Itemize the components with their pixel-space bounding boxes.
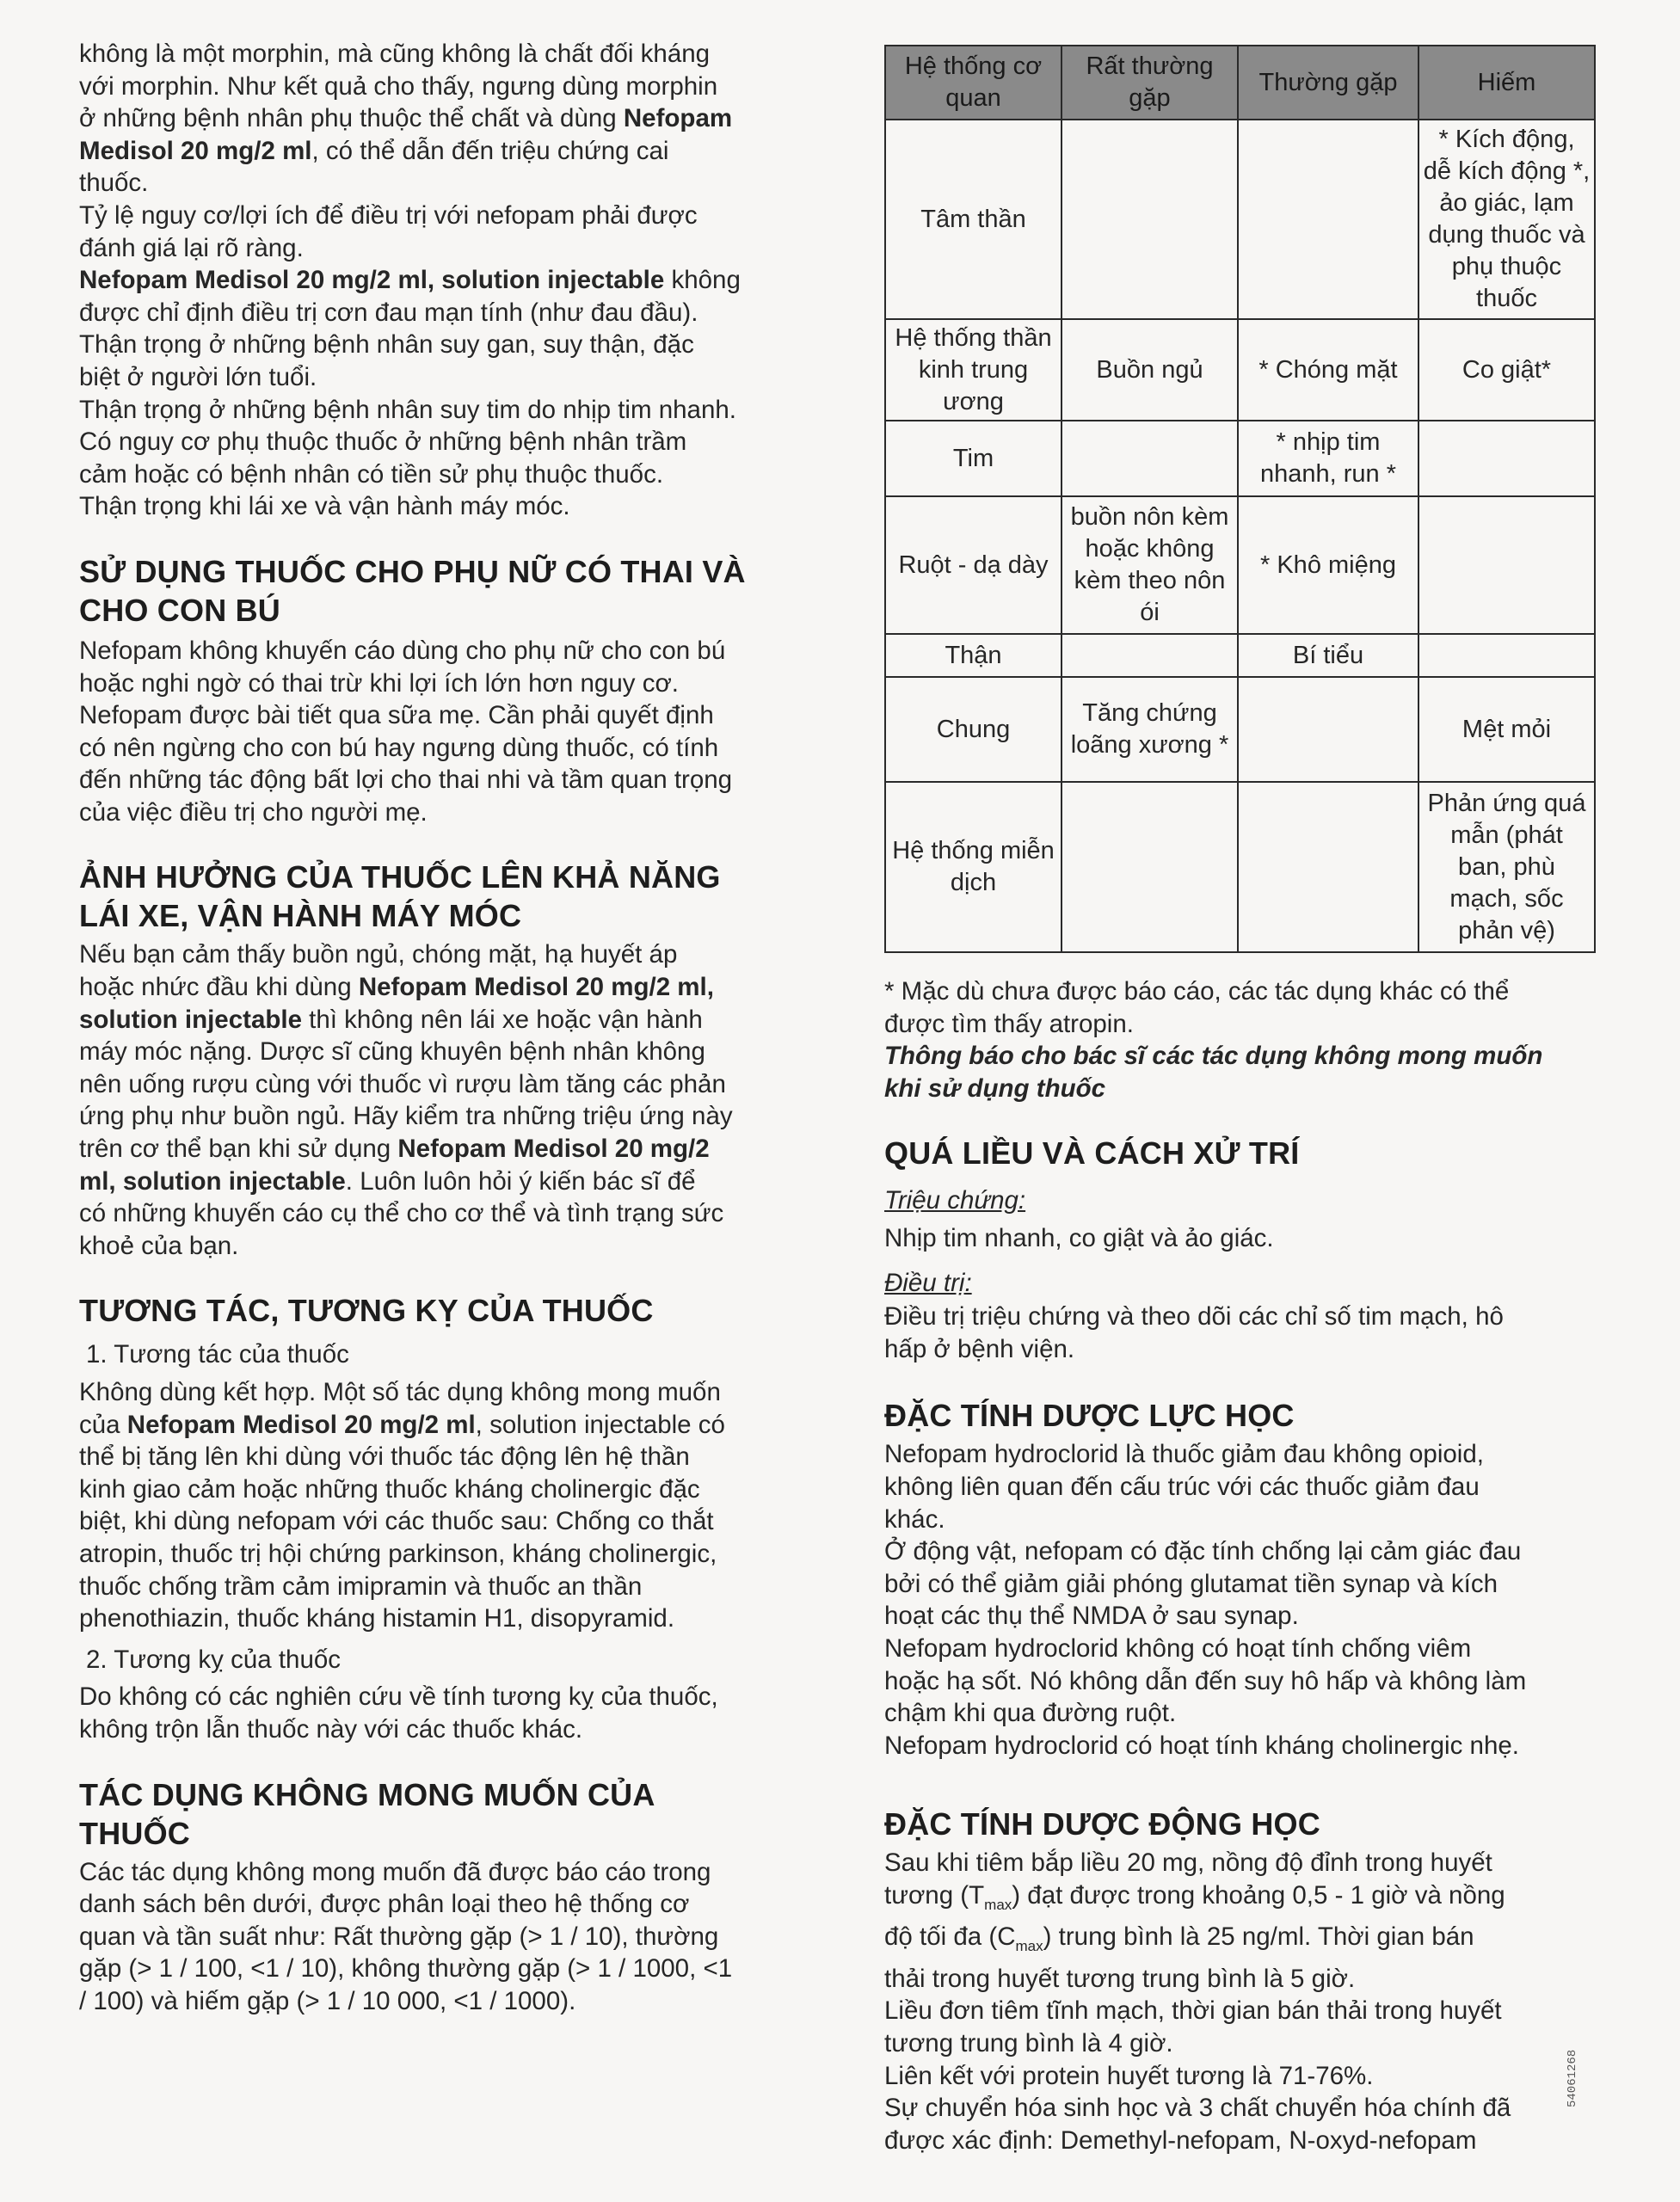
text-line: chậm khi qua đường ruột. — [884, 1699, 1177, 1728]
text-line: nên uống rượu cùng với thuốc vì rượu làm tăng các phản — [79, 1069, 726, 1098]
text-line: biệt ở người lớn tuổi. — [79, 362, 317, 391]
text-line: hoặc nghi ngờ có thai trừ khi lợi ích lớn hơn nguy cơ. — [79, 668, 679, 698]
subscript: max — [984, 1896, 1012, 1913]
product-name: Medisol 20 mg/2 ml — [79, 136, 312, 165]
product-name: Nefopam Medisol 20 mg/2 ml, solution injectable — [79, 266, 665, 295]
text-line: đến những tác động bất lợi cho thai nhi và tầm quan trọng — [79, 766, 733, 795]
text-span: trên cơ thể bạn khi sử dụng — [79, 1135, 398, 1164]
text-span: , có thể dẫn đến triệu chứng cai — [311, 136, 669, 165]
section-heading: TƯƠNG TÁC, TƯƠNG KỴ CỦA THUỐC — [79, 1293, 654, 1329]
text-line — [79, 1409, 800, 1442]
table-cell: Tăng chứng loãng xương * — [1062, 677, 1238, 782]
text-span: ) đạt được trong khoảng 0,5 - 1 giờ và nồng — [1012, 1880, 1505, 1910]
table-cell: Buồn ngủ — [1062, 319, 1238, 421]
table-header-cell: Thường gặp — [1238, 46, 1418, 120]
table-cell: * Kích động, dễ kích động *, ảo giác, lạm dụng thuốc và phụ thuộc thuốc — [1418, 120, 1595, 319]
product-name: solution injectable — [79, 1005, 302, 1034]
text-line: Nefopam hydroclorid không có hoạt tính chống viêm — [884, 1633, 1472, 1663]
section-heading: CHO CON BÚ — [79, 592, 280, 628]
text-line: thuốc. — [79, 169, 149, 198]
table-cell: Chung — [885, 677, 1062, 782]
table-cell: Tâm thần — [885, 120, 1062, 319]
table-header-cell: Hiếm — [1418, 46, 1595, 120]
text-span: độ tối đa (C — [884, 1922, 1016, 1952]
text-line: danh sách bên dưới, được phân loại theo hệ thống cơ — [79, 1890, 690, 1919]
text-line: Nefopam hydroclorid là thuốc giảm đau không opioid, — [884, 1440, 1484, 1469]
text-span: thì không nên lái xe hoặc vận hành — [301, 1005, 703, 1034]
text-line: hấp ở bệnh viện. — [884, 1334, 1075, 1363]
table-row — [885, 421, 1595, 496]
text-line: Sau khi tiêm bắp liều 20 mg, nồng độ đỉnh trong huyết — [884, 1848, 1492, 1878]
subheading: 1. Tương tác của thuốc — [86, 1340, 349, 1369]
table-cell — [1238, 782, 1418, 952]
text-line: không là một morphin, mà cũng không là chất đối kháng — [79, 40, 711, 68]
product-name: ml, solution injectable — [79, 1166, 346, 1196]
table-cell — [1062, 421, 1238, 496]
adverse-effects-table — [884, 45, 1596, 953]
text-line — [79, 264, 800, 297]
text-line — [79, 971, 800, 1004]
table-cell: Bí tiểu — [1238, 634, 1418, 677]
text-line: đánh giá lại rõ ràng. — [79, 233, 304, 262]
pharmacokinetics-section — [884, 1805, 1598, 2156]
text-line: Điều trị triệu chứng và theo dõi các chỉ số tim mạch, hô — [884, 1302, 1504, 1332]
text-line: với morphin. Như kết quả cho thấy, ngưng dùng morphin — [79, 71, 718, 101]
text-span: ở những bệnh nhân phụ thuộc thể chất và dùng — [79, 104, 624, 133]
table-cell: * nhịp tim nhanh, run * — [1238, 421, 1418, 496]
product-name: Nefopam Medisol 20 mg/2 — [397, 1135, 710, 1164]
table-cell: Hệ thống thần kinh trung ương — [885, 319, 1062, 421]
text-span: không — [664, 266, 741, 295]
table-cell: Thận — [885, 634, 1062, 677]
product-name: Nefopam — [623, 104, 733, 133]
text-line: Nhịp tim nhanh, co giật và ảo giác. — [884, 1223, 1274, 1252]
notice-line: khi sử dụng thuốc — [884, 1073, 1106, 1103]
text-line: Liều đơn tiêm tĩnh mạch, thời gian bán thải trong huyết — [884, 1996, 1502, 2026]
subheading: Điều trị: — [884, 1268, 972, 1297]
text-line: atropin, thuốc trị hội chứng parkinson, kháng cholinergic, — [79, 1539, 717, 1568]
text-line — [79, 135, 800, 168]
pregnancy-section — [79, 552, 800, 829]
left-column — [79, 38, 800, 2018]
text-line: phenothiazin, thuốc kháng histamin H1, disopyramid. — [79, 1604, 675, 1633]
side-code: 54061268 — [1566, 2049, 1579, 2107]
table-cell: Co giật* — [1418, 319, 1595, 421]
text-line — [79, 1004, 800, 1036]
table-cell: Ruột - dạ dày — [885, 496, 1062, 634]
text-span: , solution injectable có — [475, 1410, 725, 1439]
text-line: không liên quan đến cấu trúc với các thuốc giảm đau — [884, 1472, 1480, 1501]
text-line: biệt, khi dùng nefopam với các thuốc sau: Chống co thắt — [79, 1507, 714, 1536]
text-span: của — [79, 1410, 127, 1439]
text-line: Không dùng kết hợp. Một số tác dụng không mong muốn — [79, 1378, 721, 1406]
notice-line: Thông báo cho bác sĩ các tác dụng không mong muốn — [884, 1042, 1543, 1071]
text-line: Nefopam không khuyến cáo dùng cho phụ nữ cho con bú — [79, 636, 726, 665]
text-line — [884, 1921, 1598, 1962]
text-line: hoạt các thụ thể NMDA ở sau synap. — [884, 1602, 1299, 1631]
text-line: được xác định: Demethyl-nefopam, N-oxyd-nefopam — [884, 2125, 1477, 2155]
text-line: có những khuyến cáo cụ thể cho cơ thể và tình trạng sức — [79, 1199, 724, 1228]
text-line: khoẻ của bạn. — [79, 1231, 239, 1260]
text-line — [79, 1166, 800, 1198]
text-line — [79, 1133, 800, 1166]
text-line: Thận trọng ở những bệnh nhân suy gan, suy thận, đặc — [79, 330, 694, 360]
table-header-cell: Hệ thống cơ quan — [885, 46, 1062, 120]
text-span: . Luôn luôn hỏi ý kiến bác sĩ để — [345, 1166, 696, 1196]
product-name: Nefopam Medisol 20 mg/2 ml, — [358, 973, 714, 1002]
text-line: hoặc hạ sốt. Nó không dẫn đến suy hô hấp và không làm — [884, 1666, 1527, 1695]
pharmacodynamics-section — [884, 1396, 1598, 1762]
text-line: Các tác dụng không mong muốn đã được báo cáo trong — [79, 1857, 711, 1886]
table-row — [885, 120, 1595, 319]
text-line: Thận trọng khi lái xe và vận hành máy móc. — [79, 492, 570, 521]
table-row — [885, 634, 1595, 677]
table-row — [885, 782, 1595, 952]
section-heading: ĐẶC TÍNH DƯỢC ĐỘNG HỌC — [884, 1806, 1320, 1842]
text-line: cảm hoặc có bệnh nhân có tiền sử phụ thuộc thuốc. — [79, 459, 664, 489]
table-cell — [1238, 677, 1418, 782]
text-line: bởi có thể giảm giải phóng glutamat tiền synap và kích — [884, 1569, 1498, 1598]
section-heading: QUÁ LIỀU VÀ CÁCH XỬ TRÍ — [884, 1135, 1300, 1172]
table-cell: Phản ứng quá mẫn (phát ban, phù mạch, sốc phản vệ) — [1418, 782, 1595, 952]
text-line: kinh giao cảm hoặc những thuốc kháng cholinergic đặc — [79, 1474, 700, 1504]
subheading: 2. Tương kỵ của thuốc — [86, 1645, 342, 1674]
table-cell: Tim — [885, 421, 1062, 496]
text-line: thuốc chống trầm cảm imipramin và thuốc an thần — [79, 1572, 643, 1601]
table-row — [885, 677, 1595, 782]
overdose-section — [884, 1134, 1598, 1365]
table-cell: * Chóng mặt — [1238, 319, 1418, 421]
table-notes — [884, 975, 1598, 1104]
table-cell — [1418, 421, 1595, 496]
table-cell — [1418, 496, 1595, 634]
table-header-cell: Rất thường gặp — [1062, 46, 1238, 120]
right-column — [884, 45, 1598, 2156]
text-line: của việc điều trị cho người mẹ. — [79, 797, 428, 827]
subheading: Triệu chứng: — [884, 1186, 1026, 1215]
interactions-section — [79, 1291, 800, 1745]
text-line: Ở động vật, nefopam có đặc tính chống lại cảm giác đau — [884, 1537, 1522, 1566]
table-header-row — [885, 46, 1595, 120]
text-line: Tỷ lệ nguy cơ/lợi ích để điều trị với nefopam phải được — [79, 200, 698, 230]
text-line: Do không có các nghiên cứu về tính tương kỵ của thuốc, — [79, 1682, 718, 1712]
section-heading: ĐẶC TÍNH DƯỢC LỰC HỌC — [884, 1398, 1295, 1434]
driving-section — [79, 858, 800, 1262]
section-heading: THUỐC — [79, 1815, 190, 1851]
section-heading: ẢNH HƯỞNG CỦA THUỐC LÊN KHẢ NĂNG — [79, 859, 721, 895]
section-heading: SỬ DỤNG THUỐC CHO PHỤ NỮ CÓ THAI VÀ — [79, 553, 746, 589]
text-line: / 100) và hiếm gặp (> 1 / 10 000, <1 / 1000). — [79, 1986, 576, 2015]
text-line: tương trung bình là 4 giờ. — [884, 2029, 1173, 2058]
table-cell: buồn nôn kèm hoặc không kèm theo nôn ói — [1062, 496, 1238, 634]
table-cell — [1238, 120, 1418, 319]
text-line: ứng phụ như buồn ngủ. Hãy kiểm tra những triệu ứng này — [79, 1102, 733, 1131]
text-line: không trộn lẫn thuốc này với các thuốc khác. — [79, 1714, 583, 1744]
text-line: được tìm thấy atropin. — [884, 1009, 1134, 1038]
text-line: thể bị tăng lên khi dùng với thuốc tác động lên hệ thần — [79, 1442, 690, 1472]
text-line: Liên kết với protein huyết tương là 71-76%. — [884, 2061, 1374, 2090]
table-cell: * Khô miệng — [1238, 496, 1418, 634]
section-heading: TÁC DỤNG KHÔNG MONG MUỐN CỦA — [79, 1776, 655, 1812]
text-line: Sự chuyển hóa sinh học và 3 chất chuyển hóa chính đã — [884, 2094, 1511, 2123]
table-cell — [1062, 120, 1238, 319]
section-heading: LÁI XE, VẬN HÀNH MÁY MÓC — [79, 898, 522, 934]
intro-section — [79, 38, 800, 523]
text-line: Nefopam hydroclorid có hoạt tính kháng cholinergic nhẹ. — [884, 1731, 1519, 1760]
text-line: máy móc nặng. Dược sĩ cũng khuyên bệnh nhân không — [79, 1037, 705, 1067]
text-line: thải trong huyết tương trung bình là 5 giờ. — [884, 1964, 1356, 1993]
product-name: Nefopam Medisol 20 mg/2 ml — [126, 1410, 476, 1439]
text-line: Nefopam được bài tiết qua sữa mẹ. Cần phải quyết định — [79, 701, 714, 730]
text-line: gặp (> 1 / 100, <1 / 10), không thường gặp (> 1 / 1000, <1 — [79, 1954, 733, 1984]
text-span: hoặc nhức đầu khi dùng — [79, 973, 359, 1002]
text-span: ) trung bình là 25 ng/ml. Thời gian bán — [1043, 1922, 1474, 1952]
subscript: max — [1015, 1938, 1043, 1955]
adverse-section — [79, 1775, 800, 2018]
table-cell — [1418, 634, 1595, 677]
text-line — [79, 102, 800, 135]
text-span: tương (T — [884, 1880, 985, 1910]
table-cell — [1062, 634, 1238, 677]
text-line: Thận trọng ở những bệnh nhân suy tim do nhịp tim nhanh. — [79, 395, 736, 424]
table-cell — [1062, 782, 1238, 952]
text-line: được chỉ định điều trị cơn đau mạn tính (như đau đầu). — [79, 298, 698, 327]
table-cell: Mệt mỏi — [1418, 677, 1595, 782]
text-line: * Mặc dù chưa được báo cáo, các tác dụng khác có thể — [884, 977, 1510, 1006]
text-line: có nên ngừng cho con bú hay ngưng dùng thuốc, có tính — [79, 733, 719, 762]
text-line — [884, 1879, 1598, 1921]
table-row — [885, 496, 1595, 634]
text-line: quan và tần suất như: Rất thường gặp (> 1 / 10), thường — [79, 1922, 719, 1951]
table-cell: Hệ thống miễn dịch — [885, 782, 1062, 952]
text-line: Có nguy cơ phụ thuộc thuốc ở những bệnh nhân trầm — [79, 427, 687, 457]
text-line: khác. — [884, 1504, 945, 1534]
table-row — [885, 319, 1595, 421]
text-line: Nếu bạn cảm thấy buồn ngủ, chóng mặt, hạ huyết áp — [79, 940, 678, 969]
